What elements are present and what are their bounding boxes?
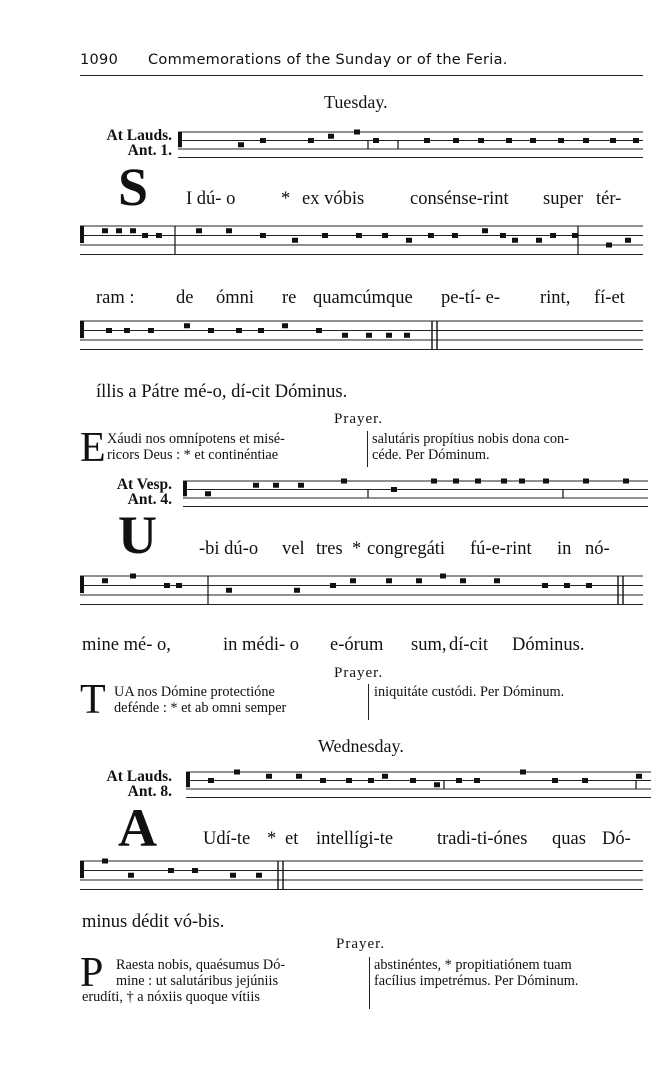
prayer-1-right-2: céde. Per Dóminum. xyxy=(372,447,490,463)
neume xyxy=(168,868,174,873)
neume xyxy=(410,778,416,783)
neume xyxy=(460,578,466,583)
lyrics-ant1-1e: super xyxy=(543,189,584,209)
day-heading-tuesday: Tuesday. xyxy=(324,92,388,112)
neume xyxy=(260,233,266,238)
neume xyxy=(116,228,122,233)
neume xyxy=(582,778,588,783)
prayer-1-column-rule xyxy=(367,431,368,467)
neume xyxy=(366,333,372,338)
neume xyxy=(382,774,388,779)
lyrics-ant4-1b: vel xyxy=(282,539,305,559)
lyrics-ant1-2f: pe-tí- e- xyxy=(441,288,501,308)
running-title: Commemorations of the Sunday or of the Feria. xyxy=(148,52,508,68)
neume xyxy=(260,138,266,143)
neume xyxy=(196,228,202,233)
neume xyxy=(583,138,589,143)
lyrics-ant4-2d: sum, xyxy=(411,635,447,655)
neume xyxy=(606,243,612,248)
neume xyxy=(106,328,112,333)
lyrics-ant1-1a: I dú- o xyxy=(186,189,236,209)
lyrics-ant8-1g: Dó- xyxy=(602,829,631,849)
prayer-3-heading: Prayer. xyxy=(336,936,386,952)
prayer-1-left-2: ricors Deus : * et continéntiae xyxy=(107,447,279,463)
page-number: 1090 xyxy=(80,52,119,68)
initial-letter-s: S xyxy=(118,157,149,217)
prayer-3-left-2: mine : ut salutáribus jejúniis xyxy=(116,973,279,989)
neume xyxy=(386,333,392,338)
clef-mark xyxy=(183,481,187,496)
neume xyxy=(530,138,536,143)
prayer-3-left-3: erudíti, † a nóxiis quoque vítiis xyxy=(82,989,260,1005)
neume xyxy=(292,238,298,243)
neume xyxy=(386,578,392,583)
neume xyxy=(633,138,639,143)
lyrics-ant8-1b: * xyxy=(267,829,277,849)
neume xyxy=(434,782,440,787)
neume xyxy=(320,778,326,783)
clef-mark xyxy=(186,772,190,787)
neume xyxy=(102,228,108,233)
neume xyxy=(156,233,162,238)
neume xyxy=(572,233,578,238)
lyrics-ant8-1f: quas xyxy=(552,829,586,849)
neume xyxy=(130,574,136,579)
neume xyxy=(368,778,374,783)
neume xyxy=(294,588,300,593)
prayer-1-right-1: salutáris propítius nobis dona con- xyxy=(372,431,569,447)
prayer-3-column-rule xyxy=(369,957,370,1009)
lyrics-ant1-1d: consénse-rint xyxy=(410,189,509,209)
neume xyxy=(256,873,262,878)
neume xyxy=(453,138,459,143)
lyrics-ant1-3: íllis a Pátre mé-o, dí-cit Dóminus. xyxy=(96,382,348,402)
staff-ant1-line1 xyxy=(178,128,643,173)
neume xyxy=(416,578,422,583)
neume xyxy=(124,328,130,333)
clef-mark xyxy=(80,321,84,338)
lyrics-ant4-1e: congregáti xyxy=(367,539,446,559)
antiphon-8-label: At Lauds. Ant. 8. xyxy=(106,768,172,800)
prayer-2-left-2: defénde : * et ab omni semper xyxy=(114,700,287,716)
neume xyxy=(102,578,108,583)
clef-mark xyxy=(80,861,84,878)
neume xyxy=(205,491,211,496)
neume xyxy=(536,238,542,243)
lyrics-ant4-2a: mine mé- o, xyxy=(82,635,171,655)
lyrics-ant1-2h: fí-et xyxy=(594,288,625,308)
neume xyxy=(382,233,388,238)
neume xyxy=(636,774,642,779)
neume xyxy=(296,774,302,779)
lyrics-ant1-1f: tér- xyxy=(596,189,622,209)
lyrics-ant4-1h: nó- xyxy=(585,539,610,559)
neume xyxy=(542,583,548,588)
lyrics-ant4-1a: -bi dú-o xyxy=(199,539,259,559)
lyrics-ant1-2e: quamcúmque xyxy=(313,288,413,308)
lyrics-ant8-2: minus dédit vó-bis. xyxy=(82,912,225,932)
neume xyxy=(298,483,304,488)
prayer-2-column-rule xyxy=(368,684,369,720)
neume xyxy=(164,583,170,588)
neume xyxy=(266,774,272,779)
neume xyxy=(453,479,459,484)
neume xyxy=(428,233,434,238)
staff-ant4-line2 xyxy=(80,570,643,620)
neume xyxy=(506,138,512,143)
prayer-3-initial: P xyxy=(80,950,104,996)
neume xyxy=(456,778,462,783)
initial-letter-u: U xyxy=(118,505,157,565)
neume xyxy=(431,479,437,484)
neume xyxy=(253,483,259,488)
neume xyxy=(208,778,214,783)
prayer-3-left-1: Raesta nobis, quaésumus Dó- xyxy=(116,957,286,973)
neume xyxy=(234,770,240,775)
neume xyxy=(208,328,214,333)
prayer-3-right-1: abstinéntes, * propitiatiónem tuam xyxy=(374,957,572,973)
neume xyxy=(226,228,232,233)
neume xyxy=(176,583,182,588)
neume xyxy=(404,333,410,338)
neume xyxy=(130,228,136,233)
lyrics-ant1-2a: ram : xyxy=(96,288,135,308)
neume xyxy=(440,574,446,579)
prayer-2-initial: T xyxy=(80,677,106,723)
neume xyxy=(102,859,108,864)
lyrics-ant4-1d: * xyxy=(352,539,362,559)
neume xyxy=(342,333,348,338)
neume xyxy=(478,138,484,143)
neume xyxy=(558,138,564,143)
neume xyxy=(322,233,328,238)
lyrics-ant4-2c: e-órum xyxy=(330,635,384,655)
neume xyxy=(494,578,500,583)
lyrics-ant8-1c: et xyxy=(285,829,299,849)
lyrics-ant4-2b: in médi- o xyxy=(223,635,300,655)
prayer-2-right-1: iniquitáte custódi. Per Dóminum. xyxy=(374,684,565,700)
header-rule xyxy=(80,75,643,76)
neume xyxy=(610,138,616,143)
neume xyxy=(238,142,244,147)
neume xyxy=(501,479,507,484)
neume xyxy=(350,578,356,583)
lyrics-ant1-2d: re xyxy=(282,288,297,308)
neume xyxy=(230,873,236,878)
neume xyxy=(500,233,506,238)
lyrics-ant4-1g: in xyxy=(557,539,572,559)
lyrics-ant8-1e: tradi-ti-ónes xyxy=(437,829,528,849)
neume xyxy=(373,138,379,143)
lyrics-ant1-1b: * xyxy=(281,189,291,209)
lyrics-ant4-1f: fú-e-rint xyxy=(470,539,532,559)
clef-mark xyxy=(80,576,84,593)
prayer-2-left-1: UA nos Dómine protectióne xyxy=(114,684,275,700)
neume xyxy=(236,328,242,333)
neume xyxy=(316,328,322,333)
lyrics-ant1-2b: de xyxy=(176,288,194,308)
clef-mark xyxy=(80,226,84,243)
staff-ant8-line2 xyxy=(80,855,643,905)
neume xyxy=(519,479,525,484)
neume xyxy=(226,588,232,593)
neume xyxy=(583,479,589,484)
prayer-3-right-2: facílius impetrémus. Per Dóminum. xyxy=(374,973,579,989)
neume xyxy=(346,778,352,783)
neume xyxy=(475,479,481,484)
neume xyxy=(543,479,549,484)
neume xyxy=(308,138,314,143)
neume xyxy=(148,328,154,333)
lyrics-ant4-2e: dí-cit xyxy=(449,635,489,655)
neume xyxy=(552,778,558,783)
lyrics-ant1-1c: ex vóbis xyxy=(302,189,365,209)
neume xyxy=(625,238,631,243)
lyrics-ant1-2c: ómni xyxy=(216,288,255,308)
neume xyxy=(184,323,190,328)
neume xyxy=(142,233,148,238)
neume xyxy=(520,770,526,775)
staff-ant1-line2 xyxy=(80,220,643,270)
neume xyxy=(391,487,397,492)
neume xyxy=(341,479,347,484)
staff-ant4-line1 xyxy=(183,477,648,522)
neume xyxy=(623,479,629,484)
neume xyxy=(586,583,592,588)
neume xyxy=(512,238,518,243)
lyrics-ant4-1c: tres xyxy=(316,539,343,559)
neume xyxy=(354,130,360,135)
prayer-2-heading: Prayer. xyxy=(334,665,384,681)
neume xyxy=(192,868,198,873)
neume xyxy=(258,328,264,333)
day-heading-wednesday: Wednesday. xyxy=(318,736,404,756)
neume xyxy=(273,483,279,488)
staff-ant8-line1 xyxy=(186,768,651,813)
neume xyxy=(128,873,134,878)
neume xyxy=(282,323,288,328)
neume xyxy=(406,238,412,243)
initial-letter-a: A xyxy=(118,798,157,858)
lyrics-ant8-1d: intellígi-te xyxy=(316,829,394,849)
lyrics-ant1-2g: rint, xyxy=(540,288,571,308)
clef-mark xyxy=(178,132,182,147)
prayer-1-heading: Prayer. xyxy=(334,411,384,427)
lyrics-ant4-2f: Dóminus. xyxy=(512,635,585,655)
prayer-1-initial: E xyxy=(80,425,106,471)
neume xyxy=(328,134,334,139)
prayer-1-left-1: Xáudi nos omnípotens et misé- xyxy=(107,431,285,447)
antiphon-1-label: At Lauds. Ant. 1. xyxy=(106,127,172,159)
neume xyxy=(482,228,488,233)
neume xyxy=(550,233,556,238)
neume xyxy=(424,138,430,143)
neume xyxy=(474,778,480,783)
neume xyxy=(330,583,336,588)
neume xyxy=(356,233,362,238)
antiphon-4-label: At Vesp. Ant. 4. xyxy=(116,476,172,508)
lyrics-ant8-1a: Udí-te xyxy=(203,829,251,849)
neume xyxy=(452,233,458,238)
staff-ant1-line3 xyxy=(80,315,643,365)
neume xyxy=(564,583,570,588)
